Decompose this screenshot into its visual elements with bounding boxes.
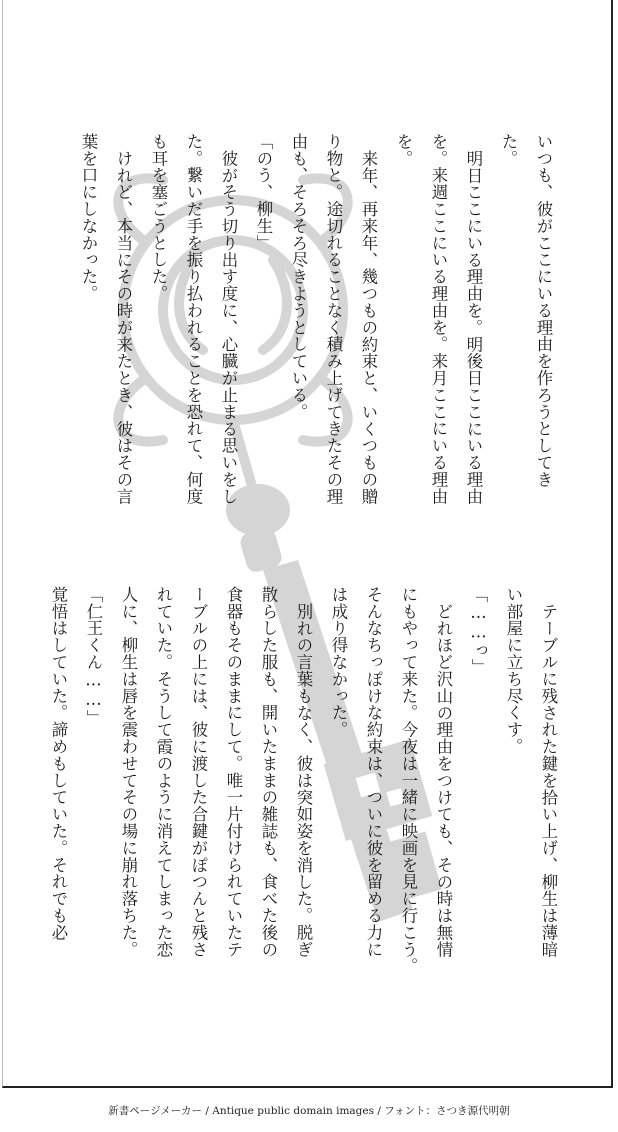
bottom-line: そんなちっぽけな約束は、ついに彼を留める力に bbox=[364, 586, 383, 958]
bottom-line: テーブルに残された鍵を拾い上げ、柳生は薄暗 bbox=[539, 603, 558, 958]
top-line: けれど、本当にその時が来たとき、彼はその言 bbox=[114, 150, 133, 505]
bottom-line: 別れの言葉もなく、彼は突如姿を消した。脱ぎ bbox=[294, 603, 313, 958]
top-line: 明日ここにいる理由を。明後日ここにいる理由 bbox=[464, 150, 483, 505]
footer-credit: 新書ページメーカー / Antique public domain images / フォント：さつき源代明朝 bbox=[108, 1105, 510, 1117]
bottom-line: 食器もそのままにして。唯一片付けられていたテ bbox=[224, 586, 243, 958]
top-line: いつも、彼がここにいる理由を作ろうとしてき bbox=[534, 133, 553, 488]
bottom-line: い部屋に立ち尽くす。 bbox=[504, 586, 523, 755]
top-line: 来年、再来年、幾つもの約束と、いくつもの贈 bbox=[359, 150, 378, 505]
bottom-line: どれほど沢山の理由をつけても、その時は無情 bbox=[434, 603, 453, 958]
book-page bbox=[2, 0, 613, 1088]
bottom-line: 人に、柳生は唇を震わせてその場に崩れ落ちた。 bbox=[119, 586, 138, 958]
bottom-line: れていた。そうして霞のように消えてしまった恋 bbox=[154, 586, 173, 958]
top-line: 由も、そろそろ尽きようとしている。 bbox=[289, 133, 308, 421]
top-line: も耳を塞ごうとした。 bbox=[149, 133, 168, 302]
top-line: り物と。途切れることなく積み上げてきたその理 bbox=[324, 133, 343, 505]
top-line: を。 bbox=[394, 133, 413, 167]
bottom-line: ーブルの上には、彼に渡した合鍵がぽつんと残さ bbox=[189, 586, 208, 958]
bottom-line: 「……っ」 bbox=[469, 586, 488, 676]
top-line: を。来週ここにいる理由を。来月ここにいる理由 bbox=[429, 133, 448, 505]
text-block-top bbox=[76, 133, 555, 513]
bottom-line: にもやって来た。今夜は一緒に映画を見に行こう。 bbox=[399, 586, 418, 975]
top-line: 「のう、柳生」 bbox=[254, 133, 273, 252]
top-line: た。 bbox=[499, 133, 518, 167]
bottom-line: は成り得なかった。 bbox=[329, 586, 348, 739]
bottom-line: 散らした服も、開いたままの雑誌も、食べた後の bbox=[259, 586, 278, 958]
bottom-line: 「仁王くん……」 bbox=[84, 586, 103, 727]
bottom-line: 覚悟はしていた。諦めもしていた。それでも必 bbox=[49, 586, 68, 941]
top-line: た。繋いだ手を振り払われることを恐れて、何度 bbox=[184, 133, 203, 505]
top-line: 彼がそう切り出す度に、心臓が止まる思いをし bbox=[219, 150, 238, 505]
top-line: 葉を口にしなかった。 bbox=[79, 133, 98, 302]
text-block-bottom bbox=[46, 586, 560, 1006]
